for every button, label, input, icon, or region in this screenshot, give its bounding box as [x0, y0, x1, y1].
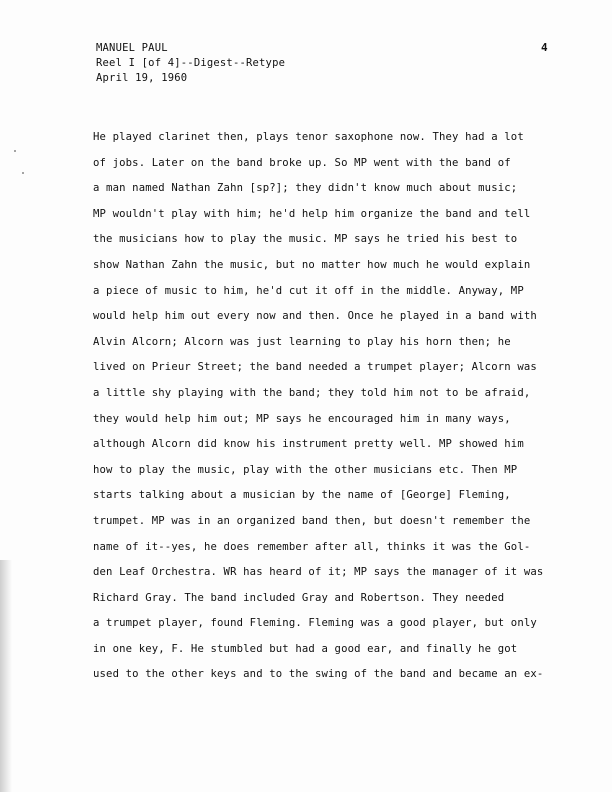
text-line: a trumpet player, found Fleming. Fleming was a good player, but only — [93, 617, 537, 630]
scan-speck — [14, 150, 16, 152]
text-line: Richard Gray. The band included Gray and Robertson. They needed — [93, 591, 505, 604]
text-line: how to play the music, play with the other musicians etc. Then MP — [93, 463, 518, 476]
text-line: in one key, F. He stumbled but had a good ear, and finally he got — [93, 642, 518, 655]
text-line: the musicians how to play the music. MP says he tried his best to — [93, 233, 518, 246]
interview-date: April 19, 1960 — [96, 72, 188, 84]
text-line: a little shy playing with the band; they told him not to be afraid, — [93, 386, 531, 399]
document-header — [96, 41, 566, 86]
text-line: MP wouldn't play with him; he'd help him organize the band and tell — [93, 207, 531, 220]
text-line: starts talking about a musician by the name of [George] Fleming, — [93, 489, 511, 502]
text-line: a piece of music to him, he'd cut it off in the middle. Anyway, MP — [93, 284, 524, 297]
text-line: used to the other keys and to the swing of the band and became an ex- — [93, 668, 544, 681]
text-line: although Alcorn did know his instrument pretty well. MP showed him — [93, 438, 524, 451]
text-line: lived on Prieur Street; the band needed a trumpet player; Alcorn was — [93, 361, 537, 374]
text-line: show Nathan Zahn the music, but no matter how much he would explain — [93, 258, 531, 271]
transcript-body — [93, 125, 603, 688]
scan-shadow — [0, 560, 12, 792]
interviewee-name: MANUEL PAUL — [96, 42, 168, 54]
text-line: a man named Nathan Zahn [sp?]; they didn't know much about music; — [93, 182, 518, 195]
text-line: would help him out every now and then. Once he played in a band with — [93, 310, 537, 323]
text-line: they would help him out; MP says he encouraged him in many ways, — [93, 412, 511, 425]
text-line: den Leaf Orchestra. WR has heard of it; MP says the manager of it was — [93, 566, 544, 579]
text-line: name of it--yes, he does remember after all, thinks it was the Gol- — [93, 540, 531, 553]
page-number: 4 — [541, 41, 548, 54]
reel-info: Reel I [of 4]--Digest--Retype — [96, 57, 286, 69]
text-line: Alvin Alcorn; Alcorn was just learning to play his horn then; he — [93, 335, 511, 348]
scan-speck — [22, 172, 24, 174]
text-line: He played clarinet then, plays tenor saxophone now. They had a lot — [93, 131, 524, 143]
text-line: of jobs. Later on the band broke up. So MP went with the band of — [93, 156, 511, 169]
text-line: trumpet. MP was in an organized band then, but doesn't remember the — [93, 514, 531, 527]
